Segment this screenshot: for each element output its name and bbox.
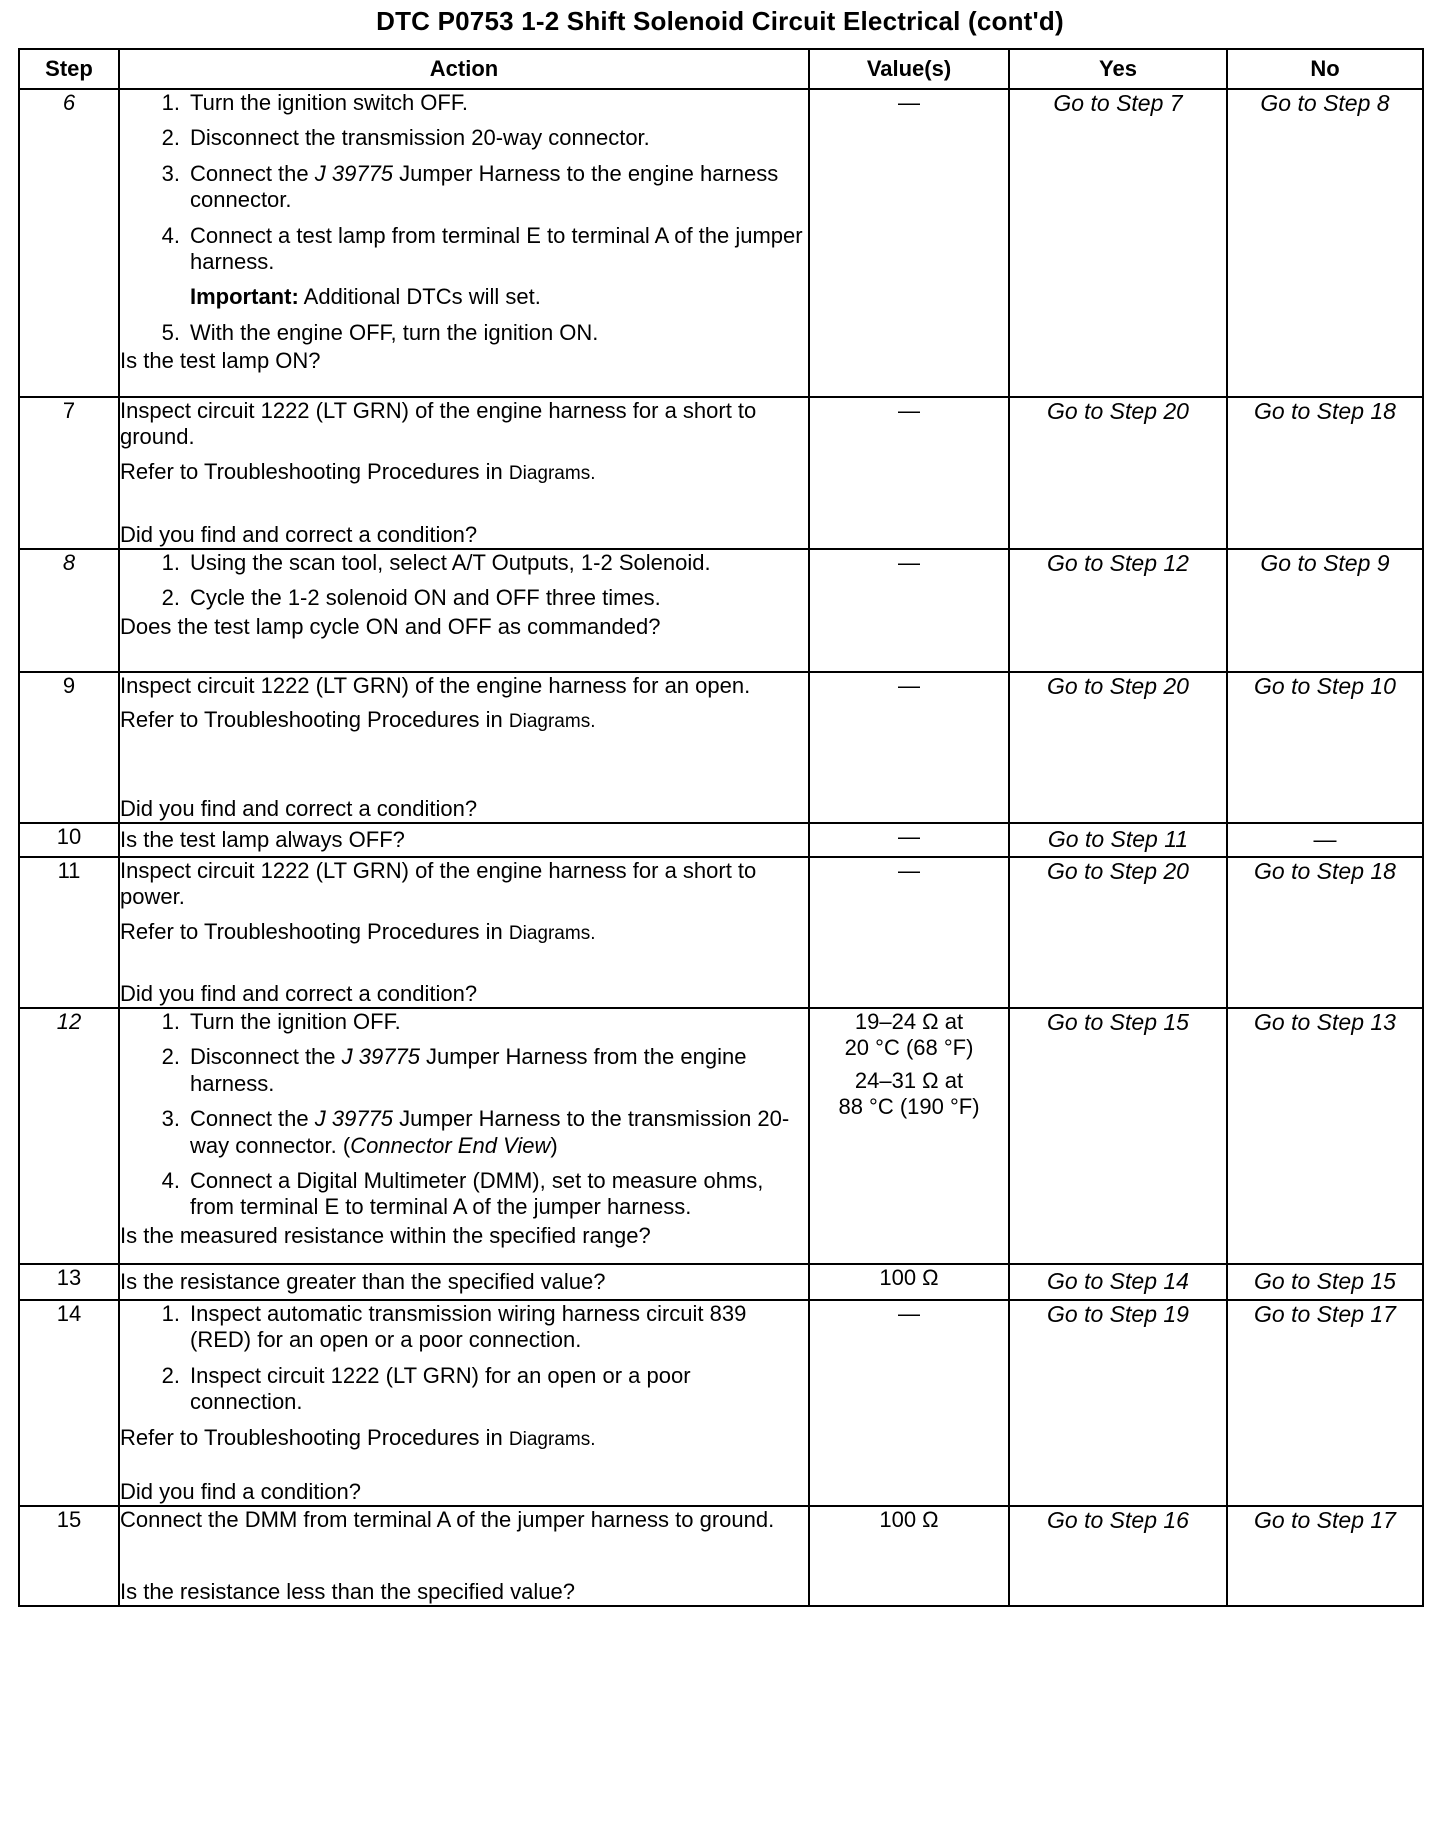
step-number: 7 (19, 397, 119, 549)
tool-name: J 39775 (314, 160, 394, 186)
value-cell: — (809, 823, 1009, 857)
action-steps (120, 1301, 808, 1416)
value-cell: 100 Ω (809, 1506, 1009, 1606)
action-cell (119, 1300, 809, 1506)
list-item: 5. With the engine OFF, turn the ignition ON. (161, 319, 599, 345)
list-item: 2. Cycle the 1-2 solenoid ON and OFF three times. (161, 585, 661, 611)
action-cell (119, 89, 809, 397)
question: Did you find and correct a condition? (120, 980, 478, 1006)
action-cell (119, 549, 809, 672)
yes-cell: Go to Step 7 (1009, 89, 1227, 397)
value-cell: — (809, 89, 1009, 397)
question: Is the test lamp ON? (120, 348, 321, 374)
list-item: 4. Connect a Digital Multimeter (DMM), set to measure ohms, from terminal E to terminal A of the jumper harness. (161, 1167, 764, 1220)
list-item: 1. Turn the ignition switch OFF. (161, 90, 468, 115)
step-number: 14 (19, 1300, 119, 1506)
table-row (19, 549, 1423, 672)
header-no: No (1227, 49, 1423, 89)
step-number: 15 (19, 1506, 119, 1606)
yes-cell: Go to Step 15 (1009, 1008, 1227, 1264)
no-cell: Go to Step 9 (1227, 549, 1423, 672)
no-cell: Go to Step 18 (1227, 397, 1423, 549)
no-cell: Go to Step 17 (1227, 1300, 1423, 1506)
no-cell: Go to Step 18 (1227, 857, 1423, 1008)
header-step: Step (19, 49, 119, 89)
list-item: 3. Connect the J 39775 Jumper Harness to the transmission 20-way connector. (Connector End View) (161, 1106, 790, 1158)
no-cell: Go to Step 8 (1227, 89, 1423, 397)
yes-cell: Go to Step 19 (1009, 1300, 1227, 1506)
list-item: 2. Disconnect the transmission 20-way connector. (161, 125, 650, 151)
question: Did you find a condition? (120, 1478, 361, 1504)
value-cell: — (809, 672, 1009, 823)
reference-note: Refer to Troubleshooting Procedures in Diagrams. (120, 918, 596, 944)
yes-cell: Go to Step 14 (1009, 1264, 1227, 1300)
value-line: 20 °C (68 °F) (844, 1035, 974, 1061)
step-number: 8 (19, 549, 119, 672)
list-item: 2. Inspect circuit 1222 (LT GRN) for an open or a poor connection. (161, 1362, 691, 1415)
value-line: 24–31 Ω at (854, 1067, 964, 1093)
table-row (19, 1264, 1423, 1300)
instruction: Inspect circuit 1222 (LT GRN) of the engine harness for a short to ground. (120, 398, 757, 450)
yes-cell: Go to Step 11 (1009, 823, 1227, 857)
question: Is the test lamp always OFF? (120, 826, 405, 852)
action-steps (120, 550, 808, 612)
header-values: Value(s) (809, 49, 1009, 89)
action-steps (120, 320, 808, 346)
instruction: Inspect circuit 1222 (LT GRN) of the engine harness for an open. (120, 673, 751, 698)
table-row (19, 823, 1423, 857)
value-cell: — (809, 857, 1009, 1008)
table-row (19, 857, 1423, 1008)
yes-cell: Go to Step 20 (1009, 672, 1227, 823)
value-line: 88 °C (190 °F) (838, 1094, 980, 1120)
value-cell: — (809, 549, 1009, 672)
question: Did you find and correct a condition? (120, 795, 478, 821)
table-row (19, 1300, 1423, 1506)
no-cell: Go to Step 13 (1227, 1008, 1423, 1264)
no-cell: Go to Step 15 (1227, 1264, 1423, 1300)
step-number: 9 (19, 672, 119, 823)
question: Did you find and correct a condition? (120, 521, 478, 547)
list-item: 2. Disconnect the J 39775 Jumper Harness from the engine harness. (161, 1044, 747, 1096)
yes-cell: Go to Step 20 (1009, 857, 1227, 1008)
list-item: 1. Inspect automatic transmission wiring harness circuit 839 (RED) for an open or a poor connection. (161, 1301, 747, 1353)
action-cell (119, 1264, 809, 1300)
yes-cell: Go to Step 20 (1009, 397, 1227, 549)
action-cell (119, 1506, 809, 1606)
step-number: 13 (19, 1264, 119, 1300)
action-cell (119, 397, 809, 549)
table-header-row (19, 49, 1423, 89)
page-title: DTC P0753 1-2 Shift Solenoid Circuit Electrical (cont'd) (376, 6, 1064, 36)
question: Is the resistance less than the specified value? (120, 1578, 575, 1604)
value-line: 19–24 Ω at (854, 1009, 964, 1034)
tool-name: J 39775 (341, 1044, 420, 1070)
yes-cell: Go to Step 12 (1009, 549, 1227, 672)
question: Does the test lamp cycle ON and OFF as commanded? (120, 613, 661, 639)
action-cell (119, 1008, 809, 1264)
step-number: 10 (19, 823, 119, 857)
header-yes: Yes (1009, 49, 1227, 89)
action-cell (119, 823, 809, 857)
question: Is the measured resistance within the specified range? (120, 1222, 651, 1248)
reference-note: Refer to Troubleshooting Procedures in Diagrams. (120, 707, 596, 733)
no-cell: Go to Step 10 (1227, 672, 1423, 823)
value-cell (809, 1008, 1009, 1264)
action-steps (120, 90, 808, 275)
table-row (19, 1008, 1423, 1264)
question: Is the resistance greater than the specified value? (120, 1268, 606, 1294)
action-steps (120, 1009, 808, 1221)
list-item: 1. Turn the ignition OFF. (161, 1009, 401, 1034)
table-row (19, 672, 1423, 823)
tool-name: J 39775 (314, 1106, 394, 1132)
table-row (19, 397, 1423, 549)
important-note: Important: Additional DTCs will set. (190, 284, 541, 310)
table-row (19, 1506, 1423, 1606)
list-item: 4. Connect a test lamp from terminal E to terminal A of the jumper harness. (161, 222, 803, 274)
reference-note: Refer to Troubleshooting Procedures in Diagrams. (120, 458, 596, 484)
value-cell: 100 Ω (809, 1264, 1009, 1300)
instruction: Inspect circuit 1222 (LT GRN) of the engine harness for a short to power. (120, 858, 757, 910)
view-reference: Connector End View (350, 1132, 551, 1158)
list-item: 1. Using the scan tool, select A/T Outputs, 1-2 Solenoid. (161, 550, 711, 575)
yes-cell: Go to Step 16 (1009, 1506, 1227, 1606)
table-row (19, 89, 1423, 397)
action-cell (119, 857, 809, 1008)
value-cell: — (809, 1300, 1009, 1506)
no-cell: Go to Step 17 (1227, 1506, 1423, 1606)
list-item: 3. Connect the J 39775 Jumper Harness to the engine harness connector. (161, 160, 779, 213)
value-cell: — (809, 397, 1009, 549)
instruction: Connect the DMM from terminal A of the jumper harness to ground. (120, 1507, 775, 1532)
diagnostic-table (18, 48, 1424, 1607)
reference-note: Refer to Troubleshooting Procedures in Diagrams. (120, 1424, 596, 1450)
step-number: 6 (19, 89, 119, 397)
step-number: 11 (19, 857, 119, 1008)
header-action: Action (119, 49, 809, 89)
no-cell: — (1227, 823, 1423, 857)
action-cell (119, 672, 809, 823)
step-number: 12 (19, 1008, 119, 1264)
